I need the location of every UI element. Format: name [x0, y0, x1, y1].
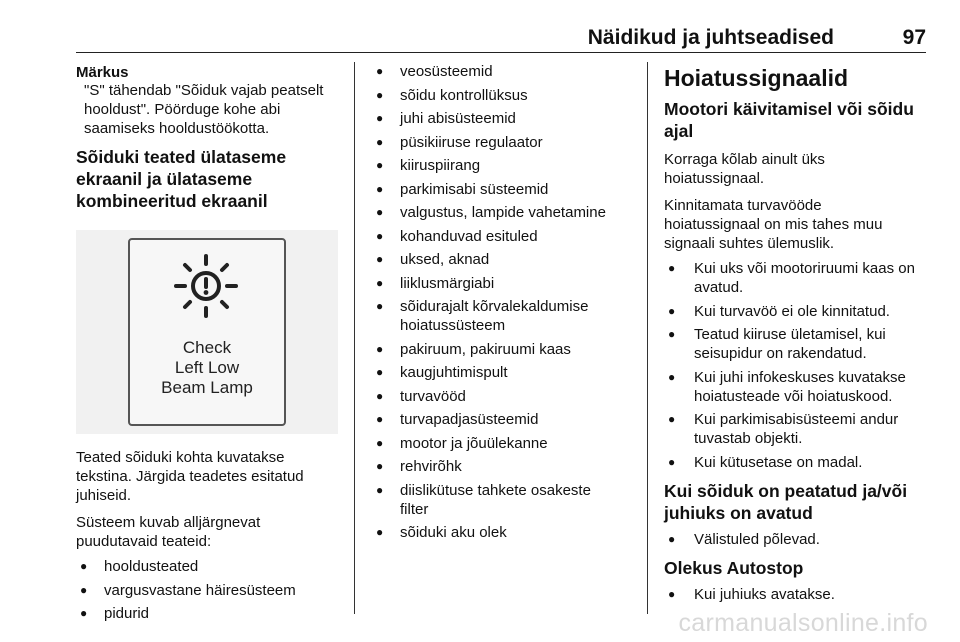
paragraph [76, 513, 346, 551]
list-item [372, 227, 632, 246]
page-header [76, 26, 926, 54]
text-line: Korraga kõlab ainult üks [664, 151, 825, 168]
list-item [372, 410, 632, 429]
text-line: ● kiiruspiirang [400, 157, 481, 174]
list-item: ● hooldusteated [76, 557, 346, 576]
text-line: ● Kui turvavöö ei ole kinnitatud. [694, 302, 890, 320]
text-line: hooldust". Pöörduge kohe abi [84, 101, 281, 118]
display-message [130, 338, 284, 398]
list-item [372, 363, 632, 382]
paragraph [664, 196, 934, 253]
column-divider [647, 62, 648, 614]
watermark-text: carmanualsonline.info [678, 609, 928, 637]
text-line: ● Kui kütusetase on madal. [694, 453, 863, 471]
list-item [664, 259, 934, 297]
info-display-screen [128, 238, 286, 426]
bullet-list [664, 585, 934, 604]
list-item [372, 86, 632, 105]
text-line: ● sõidurajalt kõrvalekaldumise [400, 298, 589, 315]
text-line: Teated sõiduki kohta kuvatakse [76, 449, 285, 466]
text-line: ● sõiduki aku olek [400, 524, 507, 541]
list-item [372, 297, 632, 335]
text-line: puudutavaid teateid: [76, 533, 212, 550]
list-item [372, 250, 632, 269]
list-item: ● vargusvastane häiresüsteem [76, 581, 346, 600]
bullet-list [664, 259, 934, 472]
list-item [372, 62, 632, 81]
text-line: Sõiduki teated ülataseme [76, 147, 287, 167]
text-line: Kinnitamata turvavööde [664, 197, 822, 214]
column-right [664, 62, 934, 608]
list-item [372, 133, 632, 152]
list-item [664, 410, 934, 448]
list-item [372, 109, 632, 128]
text-line: Beam Lamp [161, 378, 253, 397]
text-line: ● kohanduvad esituled [400, 227, 538, 245]
text-line: filter [400, 500, 429, 518]
text-line: ● Teatud kiiruse ületamisel, kui [694, 326, 886, 343]
subheading: Olekus Autostop [664, 557, 804, 578]
text-line: tuvastab objekti. [694, 430, 803, 447]
paragraph [664, 150, 934, 188]
section-heading [76, 146, 346, 212]
list-item [372, 523, 632, 542]
text-line: ● turvavööd [400, 387, 466, 405]
text-line: ● uksed, aknad [400, 251, 490, 268]
text-line: hoiatussignaal on mis tahes muu [664, 216, 883, 233]
paragraph [76, 448, 346, 505]
list-item [372, 340, 632, 359]
text-line: Kui sõiduk on peatatud ja/või [664, 480, 908, 501]
text-line: ● pakiruum, pakiruumi kaas [400, 340, 571, 358]
list-item [664, 530, 934, 549]
column-middle [372, 62, 632, 547]
list-item [664, 585, 934, 604]
text-line: kombineeritud ekraanil [76, 191, 268, 211]
list-item [372, 434, 632, 453]
text-line: ekraanil ja ülataseme [76, 169, 253, 189]
list-item [372, 203, 632, 222]
text-line: ● turvapadjasüsteemid [400, 411, 539, 428]
list-item [372, 387, 632, 406]
bullet-list [664, 530, 934, 549]
text-line: ● veosüsteemid [400, 63, 493, 80]
page-title: Näidikud ja juhtseadised [587, 26, 834, 49]
text-line: seisupidur on rakendatud. [694, 345, 867, 362]
text-line: ● Kui uks või mootoriruumi kaas on [694, 260, 915, 277]
text-line: juhiseid. [76, 487, 132, 504]
text-line: ● sõidu kontrollüksus [400, 86, 528, 104]
text-line: hoiatussignaal. [664, 170, 765, 187]
text-line: ● püsikiiruse regulaator [400, 133, 543, 151]
text-line: tekstina. Järgida teadetes esitatud [76, 468, 304, 485]
list-item [664, 302, 934, 321]
list-item: ● pidurid [76, 604, 346, 623]
text-line: ● Kui juhiuks avatakse. [694, 585, 835, 603]
text-line: Süsteem kuvab alljärgnevat [76, 514, 261, 531]
text-line: avatud. [694, 279, 744, 296]
list-item [372, 457, 632, 476]
column-left [76, 62, 346, 628]
text-line: ● valgustus, lampide vahetamine [400, 204, 606, 221]
list-item [664, 325, 934, 363]
list-item [664, 453, 934, 472]
text-line: Check [182, 338, 232, 357]
note-title: Märkus [76, 64, 129, 81]
text-line: ● Kui parkimisabisüsteemi andur [694, 411, 899, 428]
list-item [372, 481, 632, 519]
bullet-list [372, 62, 632, 542]
text-line: hoiatusteade või hoiatuskood. [694, 387, 893, 405]
page-number: 97 [902, 26, 926, 49]
list-item [372, 156, 632, 175]
subheading [664, 480, 934, 524]
text-line: ● Kui juhi infokeskuses kuvatakse [694, 368, 906, 386]
column-divider [354, 62, 355, 614]
text-line: hoiatussüsteem [400, 317, 506, 334]
text-line: signaali suhtes ülemuslik. [664, 235, 835, 252]
text-line: juhiuks on avatud [664, 502, 813, 523]
list-item [372, 274, 632, 293]
text-line: ● Välistuled põlevad. [694, 530, 820, 548]
text-line: saamiseks hooldustöökotta. [84, 120, 270, 137]
text-line: ● parkimisabi süsteemid [400, 180, 549, 198]
section-title: Hoiatussignaalid [664, 65, 849, 91]
exterior-lamp-warning-icon [174, 254, 238, 318]
display-illustration [76, 230, 338, 434]
bullet-list [76, 557, 346, 623]
text-line: ● kaugjuhtimispult [400, 364, 508, 381]
note-text [76, 81, 346, 138]
text-line: Left Low [174, 358, 240, 377]
text-line: "S" tähendab "Sõiduk vajab peatselt [84, 82, 324, 99]
text-line: ● liiklusmärgiabi [400, 274, 495, 292]
list-item [372, 180, 632, 199]
subheading: Mootori käivitamisel või sõidu ajal [664, 99, 914, 141]
text-line: ● juhi abisüsteemid [400, 110, 516, 127]
text-line: ● mootor ja jõuülekanne [400, 434, 548, 452]
text-line: ● diislikütuse tahkete osakeste [400, 481, 591, 499]
text-line: ● rehvirõhk [400, 458, 462, 475]
list-item [664, 368, 934, 406]
header-rule [76, 52, 926, 53]
